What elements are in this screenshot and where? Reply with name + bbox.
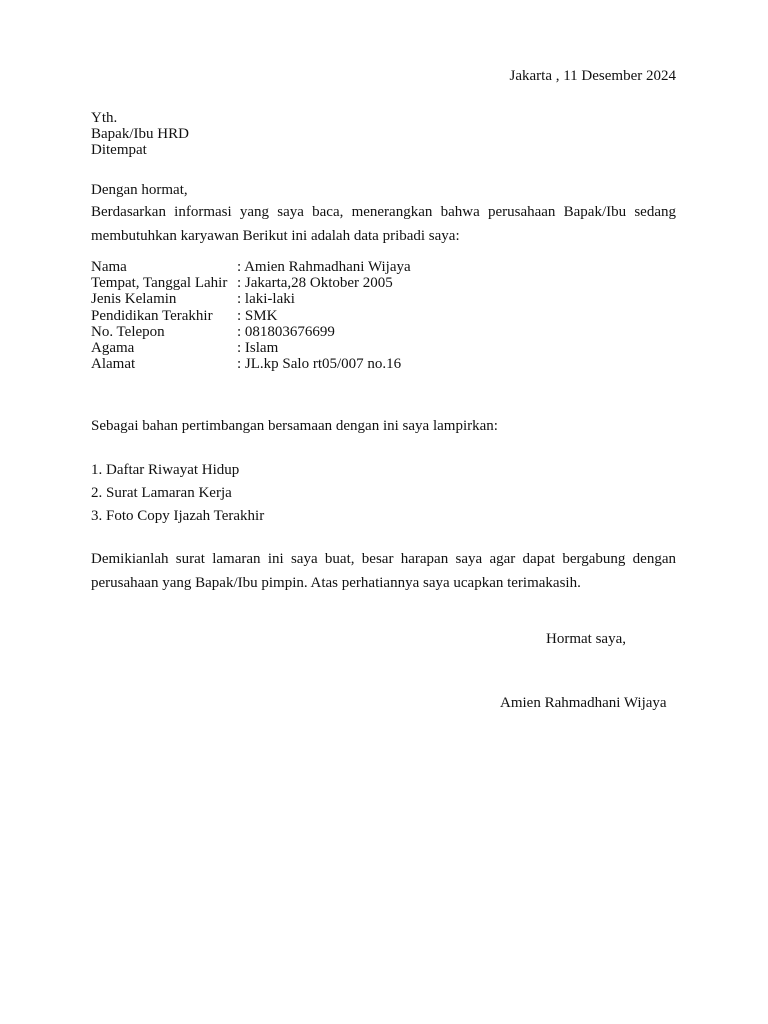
recipient-hrd: Bapak/Ibu HRD (91, 126, 189, 142)
field-label-gender: Jenis Kelamin (91, 291, 177, 307)
salutation: Dengan hormat, (91, 182, 188, 198)
signature-name: Amien Rahmadhani Wijaya (500, 695, 667, 711)
field-value-nama: : Amien Rahmadhani Wijaya (237, 259, 411, 275)
attachment-item: 3. Foto Copy Ijazah Terakhir (91, 508, 265, 524)
recipient-yth: Yth. (91, 110, 118, 126)
field-label-education: Pendidikan Terakhir (91, 308, 213, 324)
attachment-item: 2. Surat Lamaran Kerja (91, 485, 232, 501)
field-value-gender: : laki-laki (237, 291, 295, 307)
recipient-place: Ditempat (91, 142, 147, 158)
field-label-nama: Nama (91, 259, 127, 275)
closing-paragraph-line-2: perusahaan yang Bapak/Ibu pimpin. Atas perhatiannya saya ucapkan terimakasih. (91, 575, 581, 591)
field-value-religion: : Islam (237, 340, 279, 356)
intro-paragraph-line-2: membutuhkan karyawan Berikut ini adalah data pribadi saya: (91, 228, 460, 244)
attachment-item: 1. Daftar Riwayat Hidup (91, 462, 240, 478)
field-label-religion: Agama (91, 340, 135, 356)
closing-paragraph-line-1: Demikianlah surat lamaran ini saya buat, besar harapan saya agar dapat bergabung dengan (91, 551, 676, 567)
field-label-ttl: Tempat, Tanggal Lahir (91, 275, 228, 291)
field-value-address: : JL.kp Salo rt05/007 no.16 (237, 356, 402, 372)
field-value-education: : SMK (237, 308, 278, 324)
field-value-ttl: : Jakarta,28 Oktober 2005 (237, 275, 393, 291)
intro-paragraph-line-1: Berdasarkan informasi yang saya baca, menerangkan bahwa perusahaan Bapak/Ibu sedang (91, 204, 676, 220)
attachments-intro: Sebagai bahan pertimbangan bersamaan dengan ini saya lampirkan: (91, 418, 498, 434)
field-value-phone: : 081803676699 (237, 324, 335, 340)
complimentary-close: Hormat saya, (546, 631, 626, 647)
field-label-phone: No. Telepon (91, 324, 165, 340)
field-label-address: Alamat (91, 356, 136, 372)
date-line: Jakarta , 11 Desember 2024 (509, 68, 676, 84)
